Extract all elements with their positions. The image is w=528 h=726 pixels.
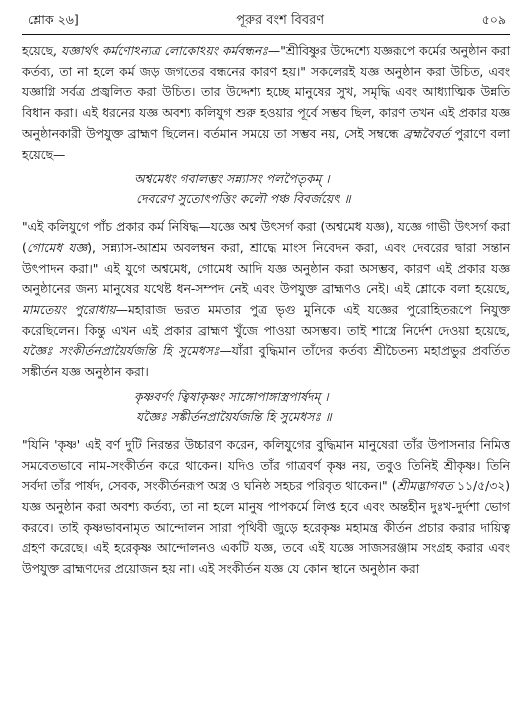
text-run: "এই কলিযুগে পাঁচ প্রকার কর্ম নিষিদ্ধ—যজ্ঞে অশ্ব উৎসর্গ করা ( bbox=[22, 220, 326, 235]
quoted-verse-2 bbox=[22, 387, 510, 427]
verse-line-1: অশ্বমেধং গবালম্ভং সন্ন্যাসং পলপৈতৃকম্ । bbox=[134, 172, 330, 187]
text-run: হয়েছে, bbox=[22, 44, 61, 58]
verse-reference: শ্লোক ২৬] bbox=[28, 12, 79, 27]
text-run: ), সন্ন্যাস-আশ্রম অবলম্বন করা, শ্রাদ্ধে মাংস নিবেদন করা, এবং দেবরের দ্বারা সন্তান উৎপাদন করা।" এই যুগে অশ্বমেধ, গোমেধ আদি যজ্ঞ অনুষ্ঠান করা অসম্ভব, কারণ এই প্রকার যজ্ঞ অনুষ্ঠানের জন্য মানুষের যথেষ্ট ধন-সম্পদ নেই এবং উপযুক্ত ব্রাহ্মণও নেই। এই শ্লোকে বলা হয়েছে, bbox=[22, 240, 510, 297]
verse-line-2: যজ্ঞৈঃ সঙ্কীর্তনপ্রায়ৈর্যজন্তি হি সুমেধসঃ ॥ bbox=[136, 409, 332, 424]
running-header bbox=[22, 12, 510, 32]
text-run: ), যজ্ঞে গাভী উৎসর্গ করা ( bbox=[22, 220, 511, 255]
verse-line-2: দেবরেণ সুতোৎপত্তিং কলৌ পঞ্চ বিবর্জয়েৎ ॥ bbox=[136, 192, 351, 207]
purport-paragraph-1 bbox=[22, 41, 510, 165]
sanskrit-quote: যজ্ঞার্থৎ কর্মণোঽন্যত্র লোকোঽয়ং কর্মবন্ধনঃ bbox=[60, 44, 268, 58]
scripture-name: শ্রীমদ্ভাগবত bbox=[396, 479, 453, 494]
purport-paragraph-3 bbox=[22, 435, 510, 580]
header-rule bbox=[22, 34, 510, 35]
verse-line-1: কৃষ্ণবর্ণং ত্বিষাকৃষ্ণং সাঙ্গোপাঙ্গাস্ত্রপার্ষদম্ । bbox=[134, 389, 329, 404]
text-run: —"শ্রীবিষ্ণুর উদ্দেশ্যে যজ্ঞরূপে কর্মের অনুষ্ঠান করা কর্তব্য, তা না হলে কর্ম জড় জগতের বন্ধনের কারণ হয়।" সকলেরই যজ্ঞ অনুষ্ঠান করা উচিত, এবং যজ্ঞাগ্নি সর্বত্র প্রজ্বলিত করা উচিত। তার উদ্দেশ্য হচ্ছে মানুষের সুখ, সমৃদ্ধি এবং আধ্যাত্মিক উন্নতি বিধান করা। এই ধরনের যজ্ঞ অবশ্য কলিযুগ শুরু হওয়ার পূর্বে সম্ভব ছিল, কারণ তখন এই প্রকার যজ্ঞ অনুষ্ঠানকারী উপযুক্ত ব্রাহ্মণ ছিলেন। বর্তমান সময়ে তা সম্ভব নয়, সেই সম্বন্ধে bbox=[22, 44, 511, 141]
sanskrit-quote: যজ্ঞৈঃ সংকীর্তনপ্রায়ৈর্যজন্তি হি সুমেধসঃ bbox=[22, 344, 220, 359]
text-run: পুরাণে বলা হয়েছে— bbox=[22, 126, 510, 162]
text-run: "যিনি 'কৃষ্ণ' এই বর্ণ দুটি নিরন্তর উচ্চারণ করেন, কলিযুগের বুদ্ধিমান মানুষেরা তাঁর উপাসনার নিমিত্ত সমবেতভাবে নাম-সংকীর্তন করে থাকেন। যদিও তাঁর গাত্রবর্ণ কৃষ্ণ নয়, তবুও তিনিই শ্রীকৃষ্ণ। তিনি সর্বদা তাঁর পার্ষদ, সেবক, সংকীর্তনরূপ অস্ত্র ও ঘনিষ্ঠ সহচর পরিবৃত থাকেন।" ( bbox=[22, 437, 510, 494]
text-run: —মহারাজ ভরত মমতার পুত্র ভৃগু মুনিকে এই যজ্ঞের পুরোহিতরূপে নিযুক্ত করেছিলেন। কিন্তু এখন এই প্রকার ব্রাহ্মণ খুঁজে পাওয়া অসম্ভব। তাই শাস্ত্রে নির্দেশ দেওয়া হয়েছে, bbox=[22, 303, 511, 338]
scripture-name: ব্রহ্মবৈবর্ত bbox=[403, 126, 450, 141]
chapter-title: পূরুর বংশ বিবরণ bbox=[236, 13, 325, 28]
page-number: ৫০৯ bbox=[481, 12, 506, 27]
sanskrit-quote: মামতেয়ং পুরোধায় bbox=[22, 303, 116, 318]
text-run: —যাঁরা বুদ্ধিমান তাঁদের কর্তব্য শ্রীচৈতন্য মহাপ্রভুর প্রবর্তিত সঙ্কীর্তন যজ্ঞ অনুষ্ঠান করা। bbox=[22, 344, 510, 380]
term: অশ্বমেধ যজ্ঞ bbox=[325, 220, 385, 235]
purport-paragraph-2 bbox=[22, 217, 510, 383]
term-italic: গোমেধ যজ্ঞ bbox=[26, 240, 88, 255]
text-run: ১১/৫/৩২) যজ্ঞ অনুষ্ঠান করা অবশ্য কর্তব্য, তা না হলে মানুষ পাপকর্মে লিপ্ত হবে এবং অন্তহীন দুঃখ-দুর্দশা ভোগ করবে। তাই কৃষ্ণভাবনামৃত আন্দোলন সারা পৃথিবী জুড়ে হরেকৃষ্ণ মহামন্ত্র কীর্তন প্রচার করার দায়িত্ব গ্রহণ করেছে। এই হরেকৃষ্ণ আন্দোলনও একটি যজ্ঞ, তবে এই যজ্ঞে সাজসরঞ্জাম সংগ্রহ করার এবং উপযুক্ত ব্রাহ্মণদের প্রয়োজন হয় না। এই সংকীর্তন যজ্ঞ যে কোন স্থানে অনুষ্ঠান করা bbox=[22, 479, 510, 577]
quoted-verse-1 bbox=[22, 169, 510, 209]
